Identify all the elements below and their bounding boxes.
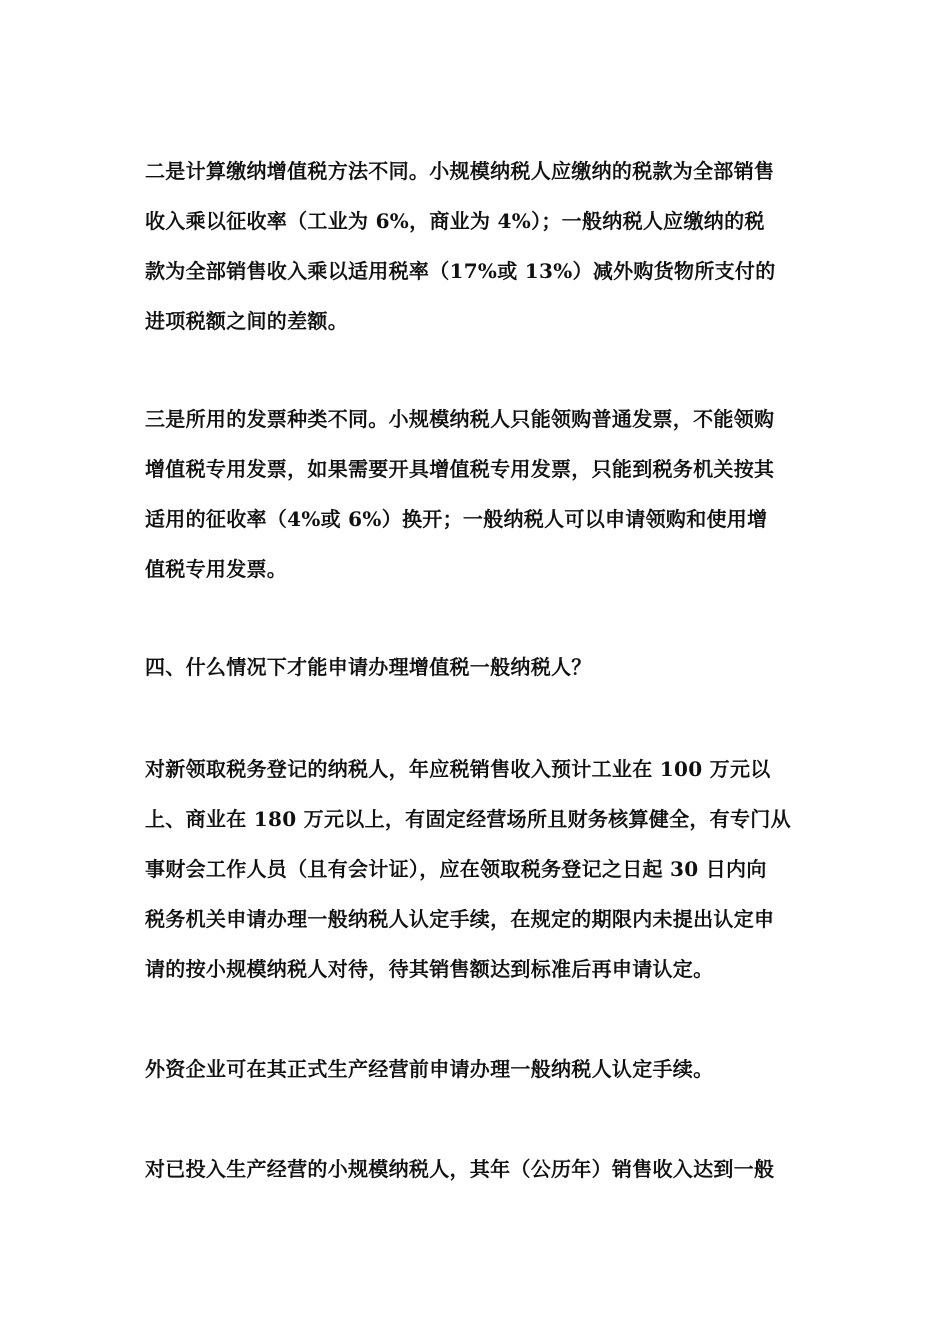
text-line: 适用的征收率（4%或 6%）换开；一般纳税人可以申请领购和使用增 <box>145 507 768 531</box>
section-heading <box>145 642 825 692</box>
text-line: 外资企业可在其正式生产经营前申请办理一般纳税人认定手续。 <box>145 1057 714 1081</box>
text-line: 值税专用发票。 <box>145 557 288 581</box>
paragraph-invoice-calc-method <box>145 146 825 346</box>
text-line: 税务机关申请办理一般纳税人认定手续，在规定的期限内未提出认定申 <box>145 907 775 931</box>
paragraph-existing-small-scale <box>145 1144 825 1194</box>
text-line: 进项税额之间的差额。 <box>145 309 348 333</box>
text-line: 增值税专用发票，如果需要开具增值税专用发票，只能到税务机关按其 <box>145 457 775 481</box>
paragraph-new-registration <box>145 744 825 994</box>
heading-line: 四、什么情况下才能申请办理增值税一般纳税人？ <box>145 655 592 679</box>
text-line: 收入乘以征收率（工业为 6%，商业为 4%）；一般纳税人应缴纳的税 <box>145 209 765 233</box>
text-line: 对新领取税务登记的纳税人，年应税销售收入预计工业在 100 万元以 <box>145 757 771 781</box>
paragraph-foreign-enterprise <box>145 1044 825 1094</box>
text-line: 上、商业在 180 万元以上，有固定经营场所且财务核算健全，有专门从 <box>145 807 791 831</box>
text-line: 三是所用的发票种类不同。小规模纳税人只能领购普通发票，不能领购 <box>145 407 775 431</box>
paragraph-invoice-types <box>145 394 825 594</box>
text-line: 款为全部销售收入乘以适用税率（17%或 13%）减外购货物所支付的 <box>145 259 776 283</box>
text-line: 二是计算缴纳增值税方法不同。小规模纳税人应缴纳的税款为全部销售 <box>145 159 775 183</box>
text-line: 对已投入生产经营的小规模纳税人，其年（公历年）销售收入达到一般 <box>145 1157 775 1181</box>
text-line: 请的按小规模纳税人对待，待其销售额达到标准后再申请认定。 <box>145 957 714 981</box>
text-line: 事财会工作人员（且有会计证），应在领取税务登记之日起 30 日内向 <box>145 857 767 881</box>
